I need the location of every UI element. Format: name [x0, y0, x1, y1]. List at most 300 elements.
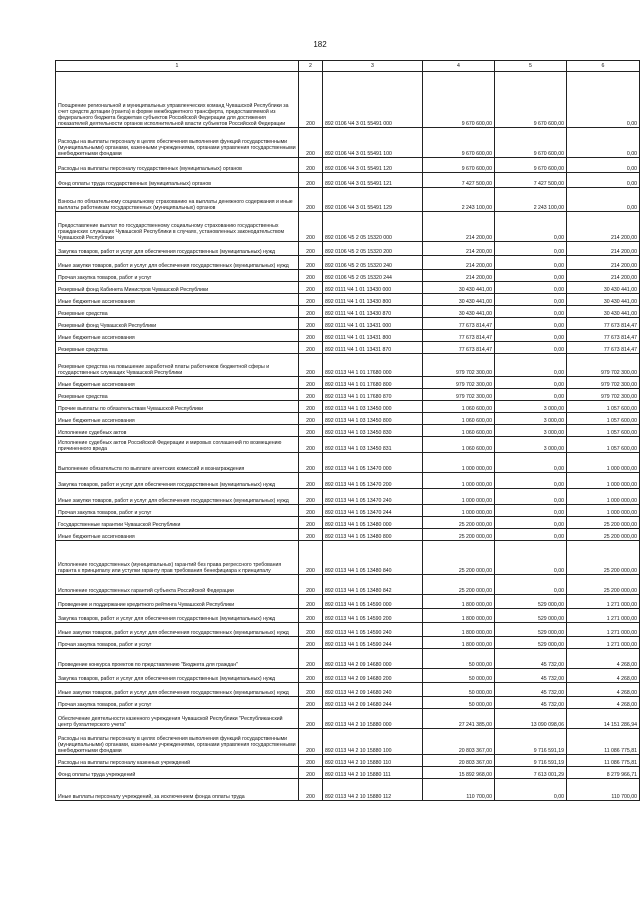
row-description: Иные бюджетные ассигнования [56, 377, 299, 389]
row-classification-code: 892 0106 Ч4 3 01 55491 121 [323, 173, 423, 188]
row-line-code: 200 [299, 529, 323, 541]
table-row [56, 437, 640, 453]
row-classification-code: 892 0106 Ч4 3 01 55491 120 [323, 158, 423, 173]
row-line-code: 200 [299, 256, 323, 270]
table-row [56, 425, 640, 437]
row-description: Иные бюджетные ассигнования [56, 294, 299, 306]
row-classification-code: 892 0113 Ч4 1 03 13450 831 [323, 437, 423, 453]
row-approved-amount: 1 060 600,00 [423, 437, 495, 453]
row-unexecuted-amount: 979 702 300,00 [567, 377, 640, 389]
row-line-code: 200 [299, 505, 323, 517]
row-approved-amount: 1 000 000,00 [423, 489, 495, 505]
row-executed-amount: 0,00 [495, 354, 567, 377]
row-line-code: 200 [299, 623, 323, 637]
row-approved-amount: 979 702 300,00 [423, 354, 495, 377]
row-classification-code: 892 0113 Ч4 2 10 15880 111 [323, 767, 423, 779]
row-classification-code: 892 0113 Ч4 1 03 13450 000 [323, 401, 423, 413]
row-description: Прочие выплаты по обязательствам Чувашской Республики [56, 401, 299, 413]
row-classification-code: 892 0113 Ч4 1 05 14590 000 [323, 595, 423, 609]
row-executed-amount: 0,00 [495, 212, 567, 242]
row-line-code: 200 [299, 729, 323, 755]
row-line-code: 200 [299, 270, 323, 282]
row-line-code: 200 [299, 330, 323, 342]
row-executed-amount: 3 000,00 [495, 401, 567, 413]
row-executed-amount: 529 000,00 [495, 637, 567, 649]
row-line-code: 200 [299, 669, 323, 683]
row-approved-amount: 30 430 441,00 [423, 282, 495, 294]
row-classification-code: 892 0113 Ч4 2 09 14680 000 [323, 649, 423, 669]
row-line-code: 200 [299, 128, 323, 158]
row-line-code: 200 [299, 401, 323, 413]
row-unexecuted-amount: 30 430 441,00 [567, 294, 640, 306]
row-classification-code: 892 0113 Ч4 2 10 15880 110 [323, 755, 423, 767]
row-description: Резервные средства на повышение заработной платы работников бюджетной сферы и государственных служащих Чувашской Республики [56, 354, 299, 377]
row-unexecuted-amount: 4 268,00 [567, 649, 640, 669]
row-line-code: 200 [299, 473, 323, 489]
row-unexecuted-amount: 1 271 000,00 [567, 609, 640, 623]
table-row [56, 517, 640, 529]
row-approved-amount: 25 200 000,00 [423, 541, 495, 575]
row-approved-amount: 7 427 500,00 [423, 173, 495, 188]
row-executed-amount: 0,00 [495, 377, 567, 389]
row-approved-amount: 979 702 300,00 [423, 389, 495, 401]
row-approved-amount: 1 800 000,00 [423, 623, 495, 637]
row-line-code: 200 [299, 649, 323, 669]
row-line-code: 200 [299, 342, 323, 354]
row-classification-code: 892 0113 Ч4 1 05 14590 200 [323, 609, 423, 623]
row-line-code: 200 [299, 306, 323, 318]
row-description: Иные закупки товаров, работ и услуг для обеспечения государственных (муниципальных) нужд [56, 683, 299, 697]
row-executed-amount: 0,00 [495, 306, 567, 318]
row-executed-amount: 9 670 600,00 [495, 158, 567, 173]
table-row [56, 270, 640, 282]
row-unexecuted-amount: 0,00 [567, 188, 640, 212]
page-number: 182 [313, 40, 327, 49]
row-description: Прочая закупка товаров, работ и услуг [56, 270, 299, 282]
row-approved-amount: 1 800 000,00 [423, 637, 495, 649]
row-classification-code: 892 0111 Ч4 1 01 13431 000 [323, 318, 423, 330]
row-executed-amount: 3 000,00 [495, 413, 567, 425]
row-classification-code: 892 0113 Ч4 1 05 13470 200 [323, 473, 423, 489]
row-approved-amount: 50 000,00 [423, 649, 495, 669]
row-executed-amount: 13 090 098,06 [495, 709, 567, 729]
table-row [56, 330, 640, 342]
row-line-code: 200 [299, 173, 323, 188]
table-row [56, 595, 640, 609]
row-description: Закупка товаров, работ и услуг для обеспечения государственных (муниципальных) нужд [56, 473, 299, 489]
table-row [56, 128, 640, 158]
row-line-code: 200 [299, 354, 323, 377]
table-row [56, 489, 640, 505]
row-approved-amount: 1 000 000,00 [423, 505, 495, 517]
row-approved-amount: 9 670 600,00 [423, 128, 495, 158]
row-description: Иные бюджетные ассигнования [56, 413, 299, 425]
row-executed-amount: 45 732,00 [495, 669, 567, 683]
col-header-2: 2 [299, 61, 323, 72]
table-row [56, 294, 640, 306]
row-line-code: 200 [299, 212, 323, 242]
row-line-code: 200 [299, 413, 323, 425]
row-description: Резервные средства [56, 342, 299, 354]
table-row [56, 637, 640, 649]
row-classification-code: 892 0113 Ч4 1 05 13480 842 [323, 575, 423, 595]
table-row [56, 505, 640, 517]
row-executed-amount: 529 000,00 [495, 609, 567, 623]
row-line-code: 200 [299, 541, 323, 575]
row-approved-amount: 979 702 300,00 [423, 377, 495, 389]
row-description: Проведение конкурса проектов по представлению "Бюджета для граждан" [56, 649, 299, 669]
row-line-code: 200 [299, 637, 323, 649]
row-unexecuted-amount: 1 000 000,00 [567, 505, 640, 517]
row-executed-amount: 0,00 [495, 294, 567, 306]
row-executed-amount: 529 000,00 [495, 623, 567, 637]
row-description: Резервные средства [56, 306, 299, 318]
table-row [56, 575, 640, 595]
row-unexecuted-amount: 979 702 300,00 [567, 389, 640, 401]
row-unexecuted-amount: 4 268,00 [567, 669, 640, 683]
row-unexecuted-amount: 214 200,00 [567, 270, 640, 282]
row-line-code: 200 [299, 318, 323, 330]
row-classification-code: 892 0111 Ч4 1 01 13430 870 [323, 306, 423, 318]
row-line-code: 200 [299, 609, 323, 623]
row-executed-amount: 0,00 [495, 342, 567, 354]
table-row [56, 623, 640, 637]
table-row [56, 529, 640, 541]
row-line-code: 200 [299, 767, 323, 779]
row-executed-amount: 3 000,00 [495, 425, 567, 437]
col-header-4: 4 [423, 61, 495, 72]
row-approved-amount: 50 000,00 [423, 697, 495, 709]
row-description: Иные выплаты персоналу учреждений, за исключением фонда оплаты труда [56, 779, 299, 801]
row-approved-amount: 9 670 600,00 [423, 72, 495, 128]
row-unexecuted-amount: 77 673 814,47 [567, 318, 640, 330]
row-unexecuted-amount: 1 271 000,00 [567, 637, 640, 649]
row-description: Иные бюджетные ассигнования [56, 529, 299, 541]
row-approved-amount: 77 673 814,47 [423, 318, 495, 330]
table-row [56, 767, 640, 779]
row-executed-amount: 0,00 [495, 489, 567, 505]
row-approved-amount: 30 430 441,00 [423, 306, 495, 318]
row-classification-code: 892 0106 Ч5 2 05 15320 240 [323, 256, 423, 270]
row-classification-code: 892 0113 Ч4 1 05 13470 240 [323, 489, 423, 505]
table-row [56, 72, 640, 128]
row-description: Резервный фонд Кабинета Министров Чувашской Республики [56, 282, 299, 294]
row-description: Резервный фонд Чувашской Республики [56, 318, 299, 330]
row-classification-code: 892 0113 Ч4 1 05 13480 000 [323, 517, 423, 529]
row-description: Расходы на выплаты персоналу казенных учреждений [56, 755, 299, 767]
row-unexecuted-amount: 1 057 600,00 [567, 413, 640, 425]
row-executed-amount: 0,00 [495, 529, 567, 541]
table-row [56, 453, 640, 473]
row-approved-amount: 50 000,00 [423, 683, 495, 697]
row-approved-amount: 50 000,00 [423, 669, 495, 683]
row-unexecuted-amount: 77 673 814,47 [567, 330, 640, 342]
row-executed-amount: 3 000,00 [495, 437, 567, 453]
row-approved-amount: 25 200 000,00 [423, 529, 495, 541]
row-line-code: 200 [299, 683, 323, 697]
row-approved-amount: 25 200 000,00 [423, 575, 495, 595]
row-executed-amount: 0,00 [495, 389, 567, 401]
row-executed-amount: 0,00 [495, 453, 567, 473]
row-classification-code: 892 0113 Ч4 2 10 15880 100 [323, 729, 423, 755]
row-classification-code: 892 0111 Ч4 1 01 13431 870 [323, 342, 423, 354]
row-classification-code: 892 0111 Ч4 1 01 13430 000 [323, 282, 423, 294]
row-description: Поощрение региональной и муниципальных управленческих команд Чувашской Республики за счет средств дотации (гранта) в форме межбюджетного трансферта, предоставляемой из федерального бюджета бюджетам субъектов Российской Федерации для достижения показателей деятельности органов исполнительной власти субъектов Российской Федерации [56, 72, 299, 128]
table-row [56, 709, 640, 729]
budget-execution-table [55, 60, 640, 801]
row-unexecuted-amount: 0,00 [567, 173, 640, 188]
row-classification-code: 892 0113 Ч4 1 03 13450 800 [323, 413, 423, 425]
row-unexecuted-amount: 14 151 286,94 [567, 709, 640, 729]
row-approved-amount: 1 060 600,00 [423, 413, 495, 425]
row-unexecuted-amount: 25 200 000,00 [567, 517, 640, 529]
row-approved-amount: 25 200 000,00 [423, 517, 495, 529]
row-line-code: 200 [299, 158, 323, 173]
row-unexecuted-amount: 8 279 966,71 [567, 767, 640, 779]
row-description: Расходы на выплаты персоналу в целях обеспечения выполнения функций государственными (муниципальными) органами, казенными учреждениями, органами управления государственными внебюджетными фондами [56, 128, 299, 158]
row-unexecuted-amount: 11 086 775,81 [567, 729, 640, 755]
row-description: Обеспечение деятельности казенного учреждения Чувашской Республики "Республиканский центр бухгалтерского учета" [56, 709, 299, 729]
row-unexecuted-amount: 1 057 600,00 [567, 401, 640, 413]
row-classification-code: 892 0113 Ч4 2 10 15880 000 [323, 709, 423, 729]
row-line-code: 200 [299, 282, 323, 294]
row-description: Взносы по обязательному социальному страхованию на выплаты денежного содержания и иные выплаты работникам государственных (муниципальных) органов [56, 188, 299, 212]
row-description: Иные закупки товаров, работ и услуг для обеспечения государственных (муниципальных) нужд [56, 623, 299, 637]
col-header-3: 3 [323, 61, 423, 72]
row-line-code: 200 [299, 242, 323, 256]
table-row [56, 649, 640, 669]
row-approved-amount: 214 200,00 [423, 212, 495, 242]
row-approved-amount: 214 200,00 [423, 256, 495, 270]
table-row [56, 729, 640, 755]
row-executed-amount: 9 716 591,19 [495, 729, 567, 755]
row-executed-amount: 0,00 [495, 779, 567, 801]
row-approved-amount: 77 673 814,47 [423, 330, 495, 342]
row-approved-amount: 110 700,00 [423, 779, 495, 801]
table-row [56, 541, 640, 575]
row-unexecuted-amount: 214 200,00 [567, 256, 640, 270]
row-description: Исполнение государственных (муниципальных) гарантий без права регрессного требования гаранта к принципалу или уступки гаранту прав требования бенефициара к принципалу [56, 541, 299, 575]
table-row [56, 158, 640, 173]
row-line-code: 200 [299, 437, 323, 453]
row-description: Исполнение судебных актов Российской Федерации и мировых соглашений по возмещению причиненного вреда [56, 437, 299, 453]
row-classification-code: 892 0106 Ч4 3 01 55491 000 [323, 72, 423, 128]
table-row [56, 212, 640, 242]
row-line-code: 200 [299, 72, 323, 128]
row-executed-amount: 529 000,00 [495, 595, 567, 609]
row-executed-amount: 45 732,00 [495, 683, 567, 697]
row-unexecuted-amount: 4 268,00 [567, 697, 640, 709]
row-unexecuted-amount: 77 673 814,47 [567, 342, 640, 354]
row-description: Государственные гарантии Чувашской Республики [56, 517, 299, 529]
col-header-6: 6 [567, 61, 640, 72]
row-line-code: 200 [299, 453, 323, 473]
row-classification-code: 892 0113 Ч4 1 03 13450 830 [323, 425, 423, 437]
row-classification-code: 892 0113 Ч4 1 05 13470 000 [323, 453, 423, 473]
table-row [56, 389, 640, 401]
row-description: Прочая закупка товаров, работ и услуг [56, 697, 299, 709]
row-executed-amount: 0,00 [495, 242, 567, 256]
table-row [56, 755, 640, 767]
table-row [56, 318, 640, 330]
row-description: Исполнение государственных гарантий субъекта Российской Федерации [56, 575, 299, 595]
row-executed-amount: 9 670 600,00 [495, 128, 567, 158]
row-description: Расходы на выплаты персоналу государственных (муниципальных) органов [56, 158, 299, 173]
row-approved-amount: 15 892 968,00 [423, 767, 495, 779]
row-executed-amount: 0,00 [495, 282, 567, 294]
column-number-row [56, 61, 640, 72]
row-classification-code: 892 0111 Ч4 1 01 13431 800 [323, 330, 423, 342]
row-line-code: 200 [299, 595, 323, 609]
row-line-code: 200 [299, 188, 323, 212]
row-description: Проведение и поддержание кредитного рейтинга Чувашской Республики [56, 595, 299, 609]
row-description: Фонд оплаты труда учреждений [56, 767, 299, 779]
row-executed-amount: 9 716 591,19 [495, 755, 567, 767]
row-approved-amount: 27 241 385,00 [423, 709, 495, 729]
row-executed-amount: 0,00 [495, 270, 567, 282]
row-executed-amount: 7 613 001,29 [495, 767, 567, 779]
row-unexecuted-amount: 30 430 441,00 [567, 306, 640, 318]
row-approved-amount: 1 060 600,00 [423, 425, 495, 437]
row-description: Исполнение судебных актов [56, 425, 299, 437]
row-approved-amount: 9 670 600,00 [423, 158, 495, 173]
row-unexecuted-amount: 1 271 000,00 [567, 623, 640, 637]
row-unexecuted-amount: 110 700,00 [567, 779, 640, 801]
row-approved-amount: 20 803 367,00 [423, 729, 495, 755]
row-unexecuted-amount: 25 200 000,00 [567, 575, 640, 595]
row-unexecuted-amount: 1 057 600,00 [567, 425, 640, 437]
row-classification-code: 892 0113 Ч4 1 05 14590 244 [323, 637, 423, 649]
row-classification-code: 892 0106 Ч5 2 05 15320 200 [323, 242, 423, 256]
row-executed-amount: 0,00 [495, 575, 567, 595]
table-row [56, 473, 640, 489]
row-approved-amount: 1 060 600,00 [423, 401, 495, 413]
row-classification-code: 892 0106 Ч4 3 01 55491 100 [323, 128, 423, 158]
table-row [56, 609, 640, 623]
row-approved-amount: 1 800 000,00 [423, 609, 495, 623]
table-row [56, 342, 640, 354]
table-row [56, 242, 640, 256]
table-row [56, 282, 640, 294]
row-classification-code: 892 0113 Ч4 1 01 17680 870 [323, 389, 423, 401]
row-executed-amount: 0,00 [495, 517, 567, 529]
row-description: Закупка товаров, работ и услуг для обеспечения государственных (муниципальных) нужд [56, 609, 299, 623]
row-description: Закупка товаров, работ и услуг для обеспечения государственных (муниципальных) нужд [56, 669, 299, 683]
row-classification-code: 892 0113 Ч4 2 09 14680 240 [323, 683, 423, 697]
row-unexecuted-amount: 25 200 000,00 [567, 529, 640, 541]
row-description: Прочая закупка товаров, работ и услуг [56, 637, 299, 649]
row-unexecuted-amount: 1 057 600,00 [567, 437, 640, 453]
row-approved-amount: 2 243 100,00 [423, 188, 495, 212]
table-row [56, 779, 640, 801]
row-executed-amount: 0,00 [495, 318, 567, 330]
table-row [56, 669, 640, 683]
row-line-code: 200 [299, 377, 323, 389]
row-classification-code: 892 0113 Ч4 2 10 15880 112 [323, 779, 423, 801]
row-approved-amount: 20 803 367,00 [423, 755, 495, 767]
table-row [56, 683, 640, 697]
row-executed-amount: 45 732,00 [495, 697, 567, 709]
row-line-code: 200 [299, 425, 323, 437]
row-unexecuted-amount: 1 000 000,00 [567, 473, 640, 489]
row-description: Иные закупки товаров, работ и услуг для обеспечения государственных (муниципальных) нужд [56, 256, 299, 270]
table-row [56, 377, 640, 389]
row-executed-amount: 0,00 [495, 256, 567, 270]
table-row [56, 256, 640, 270]
row-description: Расходы на выплаты персоналу в целях обеспечения выполнения функций государственными (муниципальными) органами, казенными учреждениями, органами управления государственными внебюджетными фондами [56, 729, 299, 755]
table-row [56, 413, 640, 425]
row-approved-amount: 214 200,00 [423, 242, 495, 256]
row-classification-code: 892 0106 Ч5 2 05 15320 244 [323, 270, 423, 282]
row-classification-code: 892 0113 Ч4 1 01 17680 800 [323, 377, 423, 389]
row-unexecuted-amount: 25 200 000,00 [567, 541, 640, 575]
row-description: Выполнение обязательств по выплате агентских комиссий и вознаграждения [56, 453, 299, 473]
row-unexecuted-amount: 0,00 [567, 72, 640, 128]
row-description: Предоставление выплат по государственному социальному страхованию государственных гражданских служащих Чувашской Республики в случаях, установленных законодательством Чувашской Республики [56, 212, 299, 242]
row-description: Резервные средства [56, 389, 299, 401]
row-classification-code: 892 0113 Ч4 2 09 14680 244 [323, 697, 423, 709]
row-unexecuted-amount: 0,00 [567, 128, 640, 158]
row-classification-code: 892 0113 Ч4 1 05 13480 800 [323, 529, 423, 541]
row-description: Иные закупки товаров, работ и услуг для обеспечения государственных (муниципальных) нужд [56, 489, 299, 505]
row-line-code: 200 [299, 517, 323, 529]
row-classification-code: 892 0106 Ч5 2 05 15320 000 [323, 212, 423, 242]
table-row [56, 188, 640, 212]
row-executed-amount: 45 732,00 [495, 649, 567, 669]
row-description: Закупка товаров, работ и услуг для обеспечения государственных (муниципальных) нужд [56, 242, 299, 256]
row-line-code: 200 [299, 709, 323, 729]
row-approved-amount: 1 800 000,00 [423, 595, 495, 609]
row-classification-code: 892 0113 Ч4 2 09 14680 200 [323, 669, 423, 683]
row-classification-code: 892 0111 Ч4 1 01 13430 800 [323, 294, 423, 306]
row-executed-amount: 0,00 [495, 473, 567, 489]
row-unexecuted-amount: 1 000 000,00 [567, 489, 640, 505]
row-line-code: 200 [299, 755, 323, 767]
row-classification-code: 892 0113 Ч4 1 05 13470 244 [323, 505, 423, 517]
table-row [56, 401, 640, 413]
row-executed-amount: 9 670 600,00 [495, 72, 567, 128]
row-approved-amount: 1 000 000,00 [423, 473, 495, 489]
row-line-code: 200 [299, 697, 323, 709]
table-row [56, 306, 640, 318]
col-header-1: 1 [56, 61, 299, 72]
row-approved-amount: 1 000 000,00 [423, 453, 495, 473]
row-unexecuted-amount: 1 271 000,00 [567, 595, 640, 609]
row-unexecuted-amount: 0,00 [567, 158, 640, 173]
row-executed-amount: 0,00 [495, 505, 567, 517]
table-row [56, 173, 640, 188]
row-classification-code: 892 0113 Ч4 1 05 14590 240 [323, 623, 423, 637]
row-unexecuted-amount: 214 200,00 [567, 212, 640, 242]
row-line-code: 200 [299, 294, 323, 306]
row-description: Прочая закупка товаров, работ и услуг [56, 505, 299, 517]
row-line-code: 200 [299, 779, 323, 801]
row-classification-code: 892 0106 Ч4 3 01 55491 129 [323, 188, 423, 212]
row-executed-amount: 2 243 100,00 [495, 188, 567, 212]
row-classification-code: 892 0113 Ч4 1 01 17680 000 [323, 354, 423, 377]
row-executed-amount: 0,00 [495, 541, 567, 575]
row-approved-amount: 77 673 814,47 [423, 342, 495, 354]
row-unexecuted-amount: 979 702 300,00 [567, 354, 640, 377]
row-line-code: 200 [299, 389, 323, 401]
row-unexecuted-amount: 30 430 441,00 [567, 282, 640, 294]
row-approved-amount: 30 430 441,00 [423, 294, 495, 306]
row-classification-code: 892 0113 Ч4 1 05 13480 840 [323, 541, 423, 575]
row-approved-amount: 214 200,00 [423, 270, 495, 282]
row-line-code: 200 [299, 575, 323, 595]
row-line-code: 200 [299, 489, 323, 505]
row-description: Иные бюджетные ассигнования [56, 330, 299, 342]
